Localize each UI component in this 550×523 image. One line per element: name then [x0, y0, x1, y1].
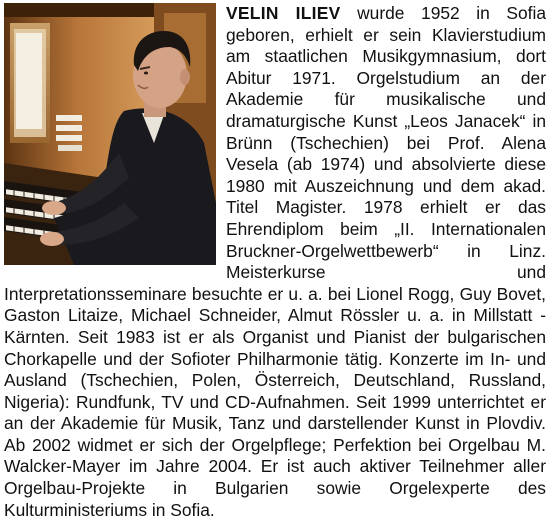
person-name: VELIN ILIEV — [226, 3, 341, 23]
bio-text: wurde 1952 in Sofia geboren, erhielt er sein Klavierstudium am staatlichen Musikgymnasium, dort Abitur 1971. Orgelstudium an der Akademie für musikalische und dramaturgische Kunst „Leos Janacek“ in Brünn (Tschechien) bei Prof. Alena Vesela (ab 1974) und absolvierte diese 1980 mit Auszeichnung und dem akad. Titel Magister. 1978 erhielt er das Ehrendiplom beim „II. Internationalen Bruckner-Orgelwettbewerb“ in Linz. Meisterkurse und Interpretationsseminare besuchte er u. a. bei Lionel Rogg, Guy Bovet, Gaston Litaize, Michael Schneider, Almut Rössler u. a. in Millstatt - Kärnten. Seit 1983 ist er als Organist und Pianist der bulgarischen Chorkapelle und der Sofioter Philharmonie tätig. Konzerte im In- und Ausland (Tschechien, Polen, Österreich, Deutschland, Russland, Nigeria): Rundfunk, TV und CD-Aufnahmen. Seit 1999 unterrichtet er an der Akademie für Musik, Tanz und darstellender Kunst in Plovdiv. Ab 2002 widmet er sich der Orgelpflege; Perfektion bei Orgelbau M. Walcker-Mayer im Jahre 2004. Er ist auch aktiver Teilnehmer aller Orgelbau-Projekte in Bulgarien sowie Orgelexperte des Kulturministeriums in Sofia. — [4, 3, 546, 520]
portrait-photo — [4, 3, 216, 265]
biography — [4, 3, 546, 521]
